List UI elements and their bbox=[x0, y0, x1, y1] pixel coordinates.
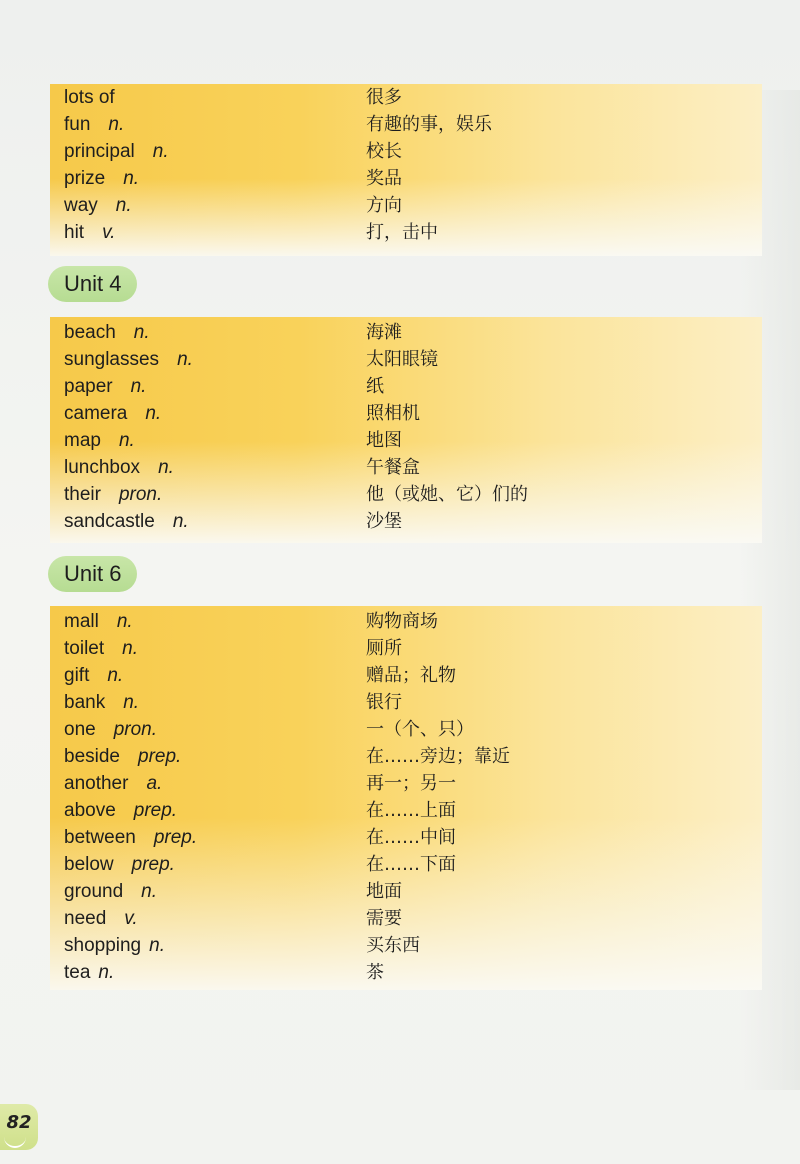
vocab-meaning: 午餐盒 bbox=[366, 457, 420, 478]
vocab-meaning: 太阳眼镜 bbox=[366, 349, 438, 370]
unit-6-heading: Unit 6 bbox=[48, 556, 137, 592]
vocab-row bbox=[50, 851, 762, 878]
vocab-word: principal n. bbox=[64, 141, 169, 162]
vocab-word: beach n. bbox=[64, 322, 150, 343]
vocab-row bbox=[50, 797, 762, 824]
vocab-word: beside prep. bbox=[64, 746, 182, 767]
vocab-word: tea n. bbox=[64, 962, 115, 983]
vocab-pos: prep. bbox=[133, 800, 178, 821]
vocab-pos: n. bbox=[123, 168, 140, 189]
vocab-meaning: 打，击中 bbox=[366, 222, 438, 243]
vocab-word: toilet n. bbox=[64, 638, 138, 659]
vocab-meaning: 在……上面 bbox=[366, 800, 456, 821]
vocab-pos: a. bbox=[146, 773, 163, 794]
vocab-row bbox=[50, 689, 762, 716]
vocab-row bbox=[50, 427, 762, 454]
vocab-row bbox=[50, 716, 762, 743]
vocab-pos: prep. bbox=[153, 827, 198, 848]
vocab-word: between prep. bbox=[64, 827, 198, 848]
vocab-pos: n. bbox=[107, 665, 124, 686]
vocab-word: sunglasses n. bbox=[64, 349, 193, 370]
vocab-word: ground n. bbox=[64, 881, 158, 902]
vocab-meaning: 海滩 bbox=[366, 322, 402, 343]
vocab-word: lunchbox n. bbox=[64, 457, 174, 478]
vocab-row bbox=[50, 454, 762, 481]
vocab-meaning: 他（或她、它）们的 bbox=[366, 484, 528, 505]
vocab-pos: n. bbox=[116, 611, 133, 632]
vocab-row bbox=[50, 192, 762, 219]
vocab-row bbox=[50, 84, 762, 111]
vocab-pos: n. bbox=[149, 935, 165, 956]
vocab-row bbox=[50, 905, 762, 932]
vocab-pos: n. bbox=[123, 692, 140, 713]
vocab-word: shopping n. bbox=[64, 935, 165, 956]
vocab-pos: n. bbox=[108, 114, 125, 135]
vocab-pos: n. bbox=[130, 376, 147, 397]
vocab-pos: n. bbox=[141, 881, 158, 902]
vocab-row bbox=[50, 319, 762, 346]
vocab-row bbox=[50, 878, 762, 905]
vocab-row bbox=[50, 165, 762, 192]
vocab-meaning: 买东西 bbox=[366, 935, 420, 956]
vocab-meaning: 沙堡 bbox=[366, 511, 402, 532]
vocab-word: above prep. bbox=[64, 800, 178, 821]
vocab-word: prize n. bbox=[64, 168, 140, 189]
vocab-row bbox=[50, 346, 762, 373]
vocab-pos: prep. bbox=[138, 746, 182, 767]
vocab-pos: n. bbox=[152, 141, 169, 162]
vocab-row bbox=[50, 662, 762, 689]
vocab-row bbox=[50, 400, 762, 427]
vocab-meaning: 校长 bbox=[366, 141, 402, 162]
vocab-meaning: 很多 bbox=[366, 87, 402, 108]
vocab-row bbox=[50, 635, 762, 662]
vocab-row bbox=[50, 373, 762, 400]
vocab-pos: v. bbox=[102, 222, 116, 243]
vocab-meaning: 奖品 bbox=[366, 168, 402, 189]
vocab-word: way n. bbox=[64, 195, 132, 216]
vocab-box-unit-4 bbox=[50, 317, 762, 543]
vocab-word: fun n. bbox=[64, 114, 125, 135]
vocab-pos: v. bbox=[124, 908, 138, 929]
vocab-word: map n. bbox=[64, 430, 135, 451]
vocab-word: bank n. bbox=[64, 692, 140, 713]
vocab-meaning: 需要 bbox=[366, 908, 402, 929]
vocab-word: sandcastle n. bbox=[64, 511, 189, 532]
unit-4-heading: Unit 4 bbox=[48, 266, 137, 302]
vocab-word: lots of bbox=[64, 87, 115, 108]
vocab-meaning: 在……旁边；靠近 bbox=[366, 746, 510, 767]
vocab-row bbox=[50, 959, 762, 986]
vocab-word: camera n. bbox=[64, 403, 162, 424]
vocab-meaning: 纸 bbox=[366, 376, 384, 397]
vocab-row bbox=[50, 743, 762, 770]
vocab-pos: n. bbox=[122, 638, 138, 659]
vocab-meaning: 一（个、只） bbox=[366, 719, 474, 740]
vocab-row bbox=[50, 111, 762, 138]
vocab-meaning: 茶 bbox=[366, 962, 384, 983]
vocab-pos: n. bbox=[133, 322, 150, 343]
vocab-pos: n. bbox=[145, 403, 162, 424]
vocab-pos: n. bbox=[172, 511, 189, 532]
vocab-pos: n. bbox=[177, 349, 193, 370]
vocab-row bbox=[50, 608, 762, 635]
vocab-meaning: 地面 bbox=[366, 881, 402, 902]
vocab-meaning: 照相机 bbox=[366, 403, 420, 424]
vocab-pos: n. bbox=[158, 457, 174, 478]
vocab-pos: pron. bbox=[118, 484, 163, 505]
vocab-meaning: 在……下面 bbox=[366, 854, 456, 875]
vocab-meaning: 在……中间 bbox=[366, 827, 456, 848]
vocab-meaning: 购物商场 bbox=[366, 611, 438, 632]
vocab-word: mall n. bbox=[64, 611, 133, 632]
vocab-meaning: 有趣的事，娱乐 bbox=[366, 114, 492, 135]
vocab-row bbox=[50, 138, 762, 165]
vocab-word: gift n. bbox=[64, 665, 124, 686]
vocab-row bbox=[50, 508, 762, 535]
vocab-box-unit-6 bbox=[50, 606, 762, 990]
vocab-word: hit v. bbox=[64, 222, 116, 243]
vocab-pos: prep. bbox=[131, 854, 175, 875]
vocab-row bbox=[50, 932, 762, 959]
vocab-pos: n. bbox=[115, 195, 132, 216]
vocab-row bbox=[50, 824, 762, 851]
vocab-row bbox=[50, 219, 762, 246]
vocab-meaning: 赠品；礼物 bbox=[366, 665, 456, 686]
vocab-meaning: 方向 bbox=[366, 195, 402, 216]
vocab-pos: pron. bbox=[113, 719, 158, 740]
vocab-word: need v. bbox=[64, 908, 138, 929]
vocab-word: their pron. bbox=[64, 484, 163, 505]
vocab-meaning: 地图 bbox=[366, 430, 402, 451]
vocab-row bbox=[50, 481, 762, 508]
vocab-meaning: 银行 bbox=[366, 692, 402, 713]
vocab-pos: n. bbox=[118, 430, 135, 451]
vocab-box-continued bbox=[50, 84, 762, 256]
vocab-meaning: 厕所 bbox=[366, 638, 402, 659]
vocab-word: another a. bbox=[64, 773, 163, 794]
vocab-word: below prep. bbox=[64, 854, 175, 875]
page-number: 82 bbox=[0, 1104, 38, 1150]
vocab-row bbox=[50, 770, 762, 797]
vocab-word: paper n. bbox=[64, 376, 147, 397]
vocab-word: one pron. bbox=[64, 719, 158, 740]
vocab-pos: n. bbox=[98, 962, 115, 983]
vocab-meaning: 再一；另一 bbox=[366, 773, 456, 794]
